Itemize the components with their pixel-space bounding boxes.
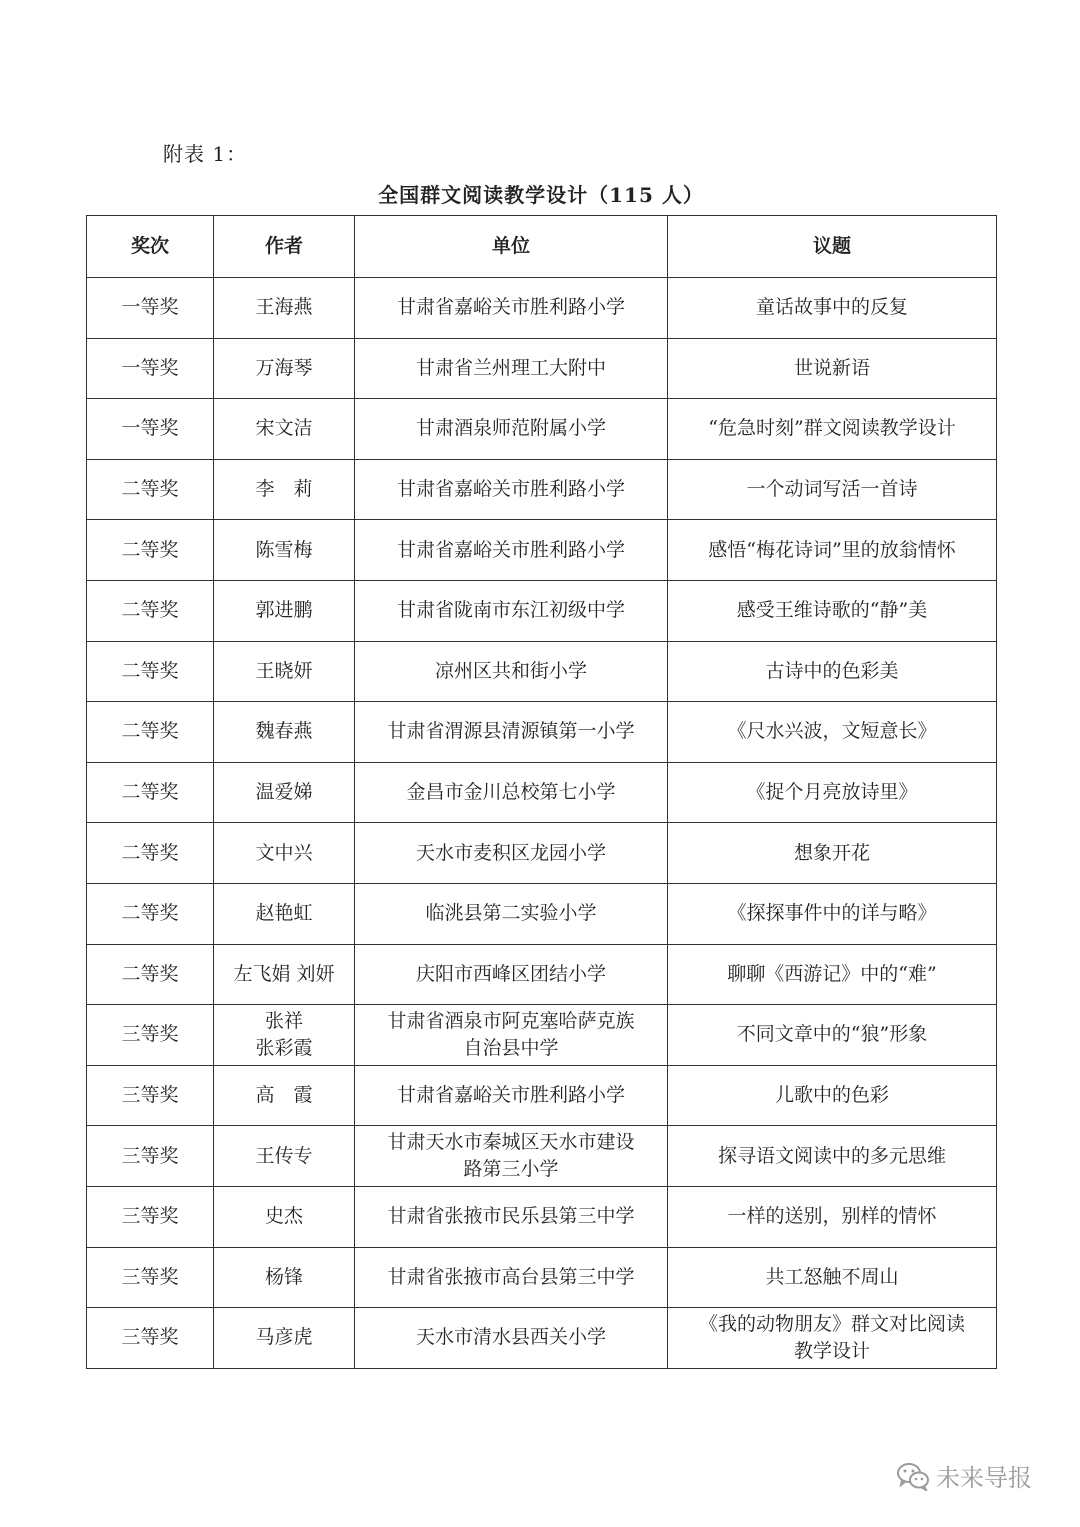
cell-topic <box>668 1065 997 1126</box>
cell-unit <box>355 1065 668 1126</box>
table-row <box>87 338 997 399</box>
cell-award: 一等奖 <box>87 338 214 399</box>
cell-award: 三等奖 <box>87 1186 214 1247</box>
table-header-row <box>87 216 997 278</box>
cell-unit-line: 甘肃省兰州理工大附中 <box>415 356 606 379</box>
cell-author-line: 张祥 <box>264 1009 303 1032</box>
cell-topic <box>668 1005 997 1066</box>
cell-unit <box>355 883 668 944</box>
cell-author <box>214 1186 355 1247</box>
cell-award: 二等奖 <box>87 762 214 823</box>
cell-topic <box>668 1247 997 1308</box>
table-body <box>87 278 997 1369</box>
header-award: 奖次 <box>87 216 214 278</box>
cell-unit <box>355 702 668 763</box>
cell-topic <box>668 278 997 339</box>
cell-unit-line: 天水市麦积区龙园小学 <box>415 841 606 864</box>
cell-unit <box>355 823 668 884</box>
table-row <box>87 641 997 702</box>
table-row <box>87 702 997 763</box>
cell-topic <box>668 762 997 823</box>
cell-author <box>214 702 355 763</box>
cell-topic-line: 感悟“梅花诗词”里的放翁情怀 <box>708 538 956 561</box>
cell-unit-line: 甘肃酒泉师范附属小学 <box>415 417 606 440</box>
table-row <box>87 1247 997 1308</box>
cell-author <box>214 278 355 339</box>
cell-topic <box>668 1308 997 1369</box>
table-row <box>87 1186 997 1247</box>
cell-topic-line: 《捉个月亮放诗里》 <box>746 781 918 804</box>
cell-unit <box>355 278 668 339</box>
table-row <box>87 278 997 339</box>
cell-author-line: 文中兴 <box>255 841 313 864</box>
cell-unit-line: 甘肃省嘉峪关市胜利路小学 <box>396 538 625 561</box>
table-row <box>87 1126 997 1187</box>
cell-award: 二等奖 <box>87 883 214 944</box>
table-title: 全国群文阅读教学设计（115 人） <box>378 183 704 207</box>
cell-author <box>214 399 355 460</box>
cell-topic <box>668 399 997 460</box>
cell-author-line: 马彦虎 <box>255 1326 313 1349</box>
cell-unit <box>355 1126 668 1187</box>
cell-author <box>214 1308 355 1369</box>
table-row <box>87 520 997 581</box>
cell-award: 三等奖 <box>87 1005 214 1066</box>
cell-unit <box>355 762 668 823</box>
cell-author <box>214 641 355 702</box>
cell-topic <box>668 580 997 641</box>
cell-topic-line: 不同文章中的“狼”形象 <box>736 1023 928 1046</box>
cell-unit <box>355 520 668 581</box>
table-row <box>87 580 997 641</box>
cell-author-line: 王晓妍 <box>255 659 313 682</box>
cell-author <box>214 338 355 399</box>
watermark <box>896 1458 1032 1493</box>
awards-table <box>86 215 997 1369</box>
cell-award: 三等奖 <box>87 1065 214 1126</box>
cell-topic <box>668 1126 997 1187</box>
cell-author <box>214 1065 355 1126</box>
cell-award: 二等奖 <box>87 944 214 1005</box>
wechat-icon <box>896 1461 930 1491</box>
table-row <box>87 762 997 823</box>
cell-unit <box>355 1308 668 1369</box>
cell-award: 三等奖 <box>87 1126 214 1187</box>
cell-author <box>214 762 355 823</box>
cell-unit-line: 甘肃天水市秦城区天水市建设 <box>387 1131 635 1154</box>
attachment-label: 附表 1： <box>163 142 248 166</box>
cell-unit-line: 天水市清水县西关小学 <box>415 1326 606 1349</box>
cell-topic-line: 一样的送别，别样的情怀 <box>727 1205 937 1228</box>
cell-topic-line: “危急时刻”群文阅读教学设计 <box>708 417 956 440</box>
cell-author-line: 史杰 <box>264 1205 303 1228</box>
cell-topic <box>668 641 997 702</box>
cell-unit-line: 甘肃省渭源县清源镇第一小学 <box>387 720 635 743</box>
table-row <box>87 1308 997 1369</box>
cell-topic-line: 《探探事件中的详与略》 <box>727 902 937 925</box>
cell-award: 一等奖 <box>87 399 214 460</box>
cell-author <box>214 1005 355 1066</box>
cell-topic <box>668 520 997 581</box>
cell-unit-line: 路第三小学 <box>463 1158 559 1181</box>
header-author: 作者 <box>214 216 355 278</box>
cell-award: 二等奖 <box>87 520 214 581</box>
cell-author-line: 李 莉 <box>255 478 313 501</box>
cell-award: 二等奖 <box>87 702 214 763</box>
cell-author-line: 王传专 <box>255 1144 313 1167</box>
cell-author-line: 温爱娣 <box>255 781 313 804</box>
cell-unit-line: 甘肃省嘉峪关市胜利路小学 <box>396 296 625 319</box>
cell-author-line: 杨锋 <box>264 1265 303 1288</box>
cell-award: 一等奖 <box>87 278 214 339</box>
table-row <box>87 1005 997 1066</box>
cell-author-line: 郭进鹏 <box>255 599 313 622</box>
cell-topic <box>668 823 997 884</box>
cell-topic-line: 《我的动物朋友》群文对比阅读 <box>698 1312 965 1335</box>
cell-unit <box>355 944 668 1005</box>
cell-unit-line: 自治县中学 <box>463 1036 559 1059</box>
cell-author-line: 左飞娟 刘妍 <box>233 962 335 985</box>
cell-unit-line: 甘肃省嘉峪关市胜利路小学 <box>396 478 625 501</box>
table-row <box>87 823 997 884</box>
header-topic: 议题 <box>668 216 997 278</box>
table-row <box>87 944 997 1005</box>
cell-unit-line: 甘肃省嘉峪关市胜利路小学 <box>396 1084 625 1107</box>
cell-author-line: 魏春燕 <box>255 720 313 743</box>
cell-unit-line: 临洮县第二实验小学 <box>425 902 597 925</box>
cell-unit <box>355 1247 668 1308</box>
cell-author-line: 高 霞 <box>255 1084 313 1107</box>
cell-author <box>214 1247 355 1308</box>
cell-unit <box>355 1186 668 1247</box>
cell-topic <box>668 1186 997 1247</box>
cell-award: 三等奖 <box>87 1308 214 1369</box>
cell-topic <box>668 883 997 944</box>
cell-award: 三等奖 <box>87 1247 214 1308</box>
cell-topic-line: 共工怒触不周山 <box>765 1265 899 1288</box>
cell-unit-line: 甘肃省酒泉市阿克塞哈萨克族 <box>387 1009 635 1032</box>
cell-unit-line: 甘肃省陇南市东江初级中学 <box>396 599 625 622</box>
cell-topic-line: 聊聊《西游记》中的“难” <box>727 962 937 985</box>
cell-unit <box>355 338 668 399</box>
cell-topic <box>668 459 997 520</box>
cell-author-line: 王海燕 <box>255 296 313 319</box>
cell-author <box>214 823 355 884</box>
cell-unit <box>355 399 668 460</box>
cell-unit <box>355 1005 668 1066</box>
cell-author <box>214 459 355 520</box>
table-row <box>87 883 997 944</box>
cell-unit-line: 凉州区共和街小学 <box>434 659 587 682</box>
cell-unit <box>355 459 668 520</box>
cell-author-line: 万海琴 <box>255 356 313 379</box>
cell-topic <box>668 338 997 399</box>
cell-topic <box>668 944 997 1005</box>
cell-author <box>214 883 355 944</box>
cell-unit-line: 金昌市金川总校第七小学 <box>406 781 616 804</box>
cell-author-line: 陈雪梅 <box>255 538 313 561</box>
cell-award: 二等奖 <box>87 823 214 884</box>
header-unit: 单位 <box>355 216 668 278</box>
cell-topic-line: 一个动词写活一首诗 <box>746 478 918 501</box>
cell-author-line: 宋文洁 <box>255 417 313 440</box>
cell-topic-line: 探寻语文阅读中的多元思维 <box>717 1144 946 1167</box>
cell-topic-line: 感受王维诗歌的“静”美 <box>736 599 928 622</box>
cell-author-line: 张彩霞 <box>255 1036 313 1059</box>
cell-topic-line: 《尺水兴波，文短意长》 <box>727 720 937 743</box>
cell-award: 二等奖 <box>87 459 214 520</box>
cell-unit-line: 甘肃省张掖市高台县第三中学 <box>387 1265 635 1288</box>
cell-author <box>214 1126 355 1187</box>
cell-award: 二等奖 <box>87 641 214 702</box>
cell-unit <box>355 641 668 702</box>
cell-topic-line: 教学设计 <box>793 1339 870 1362</box>
cell-unit-line: 甘肃省张掖市民乐县第三中学 <box>387 1205 635 1228</box>
cell-topic <box>668 702 997 763</box>
cell-topic-line: 儿歌中的色彩 <box>774 1084 889 1107</box>
table-row <box>87 459 997 520</box>
cell-unit-line: 庆阳市西峰区团结小学 <box>415 962 606 985</box>
cell-topic-line: 古诗中的色彩美 <box>765 659 899 682</box>
cell-author-line: 赵艳虹 <box>255 902 313 925</box>
table-row <box>87 399 997 460</box>
table-row <box>87 1065 997 1126</box>
cell-author <box>214 580 355 641</box>
cell-unit <box>355 580 668 641</box>
cell-topic-line: 想象开花 <box>793 841 870 864</box>
watermark-text: 未来导报 <box>936 1464 1032 1492</box>
cell-topic-line: 世说新语 <box>793 356 870 379</box>
cell-award: 二等奖 <box>87 580 214 641</box>
cell-author <box>214 520 355 581</box>
cell-topic-line: 童话故事中的反复 <box>755 296 908 319</box>
cell-author <box>214 944 355 1005</box>
